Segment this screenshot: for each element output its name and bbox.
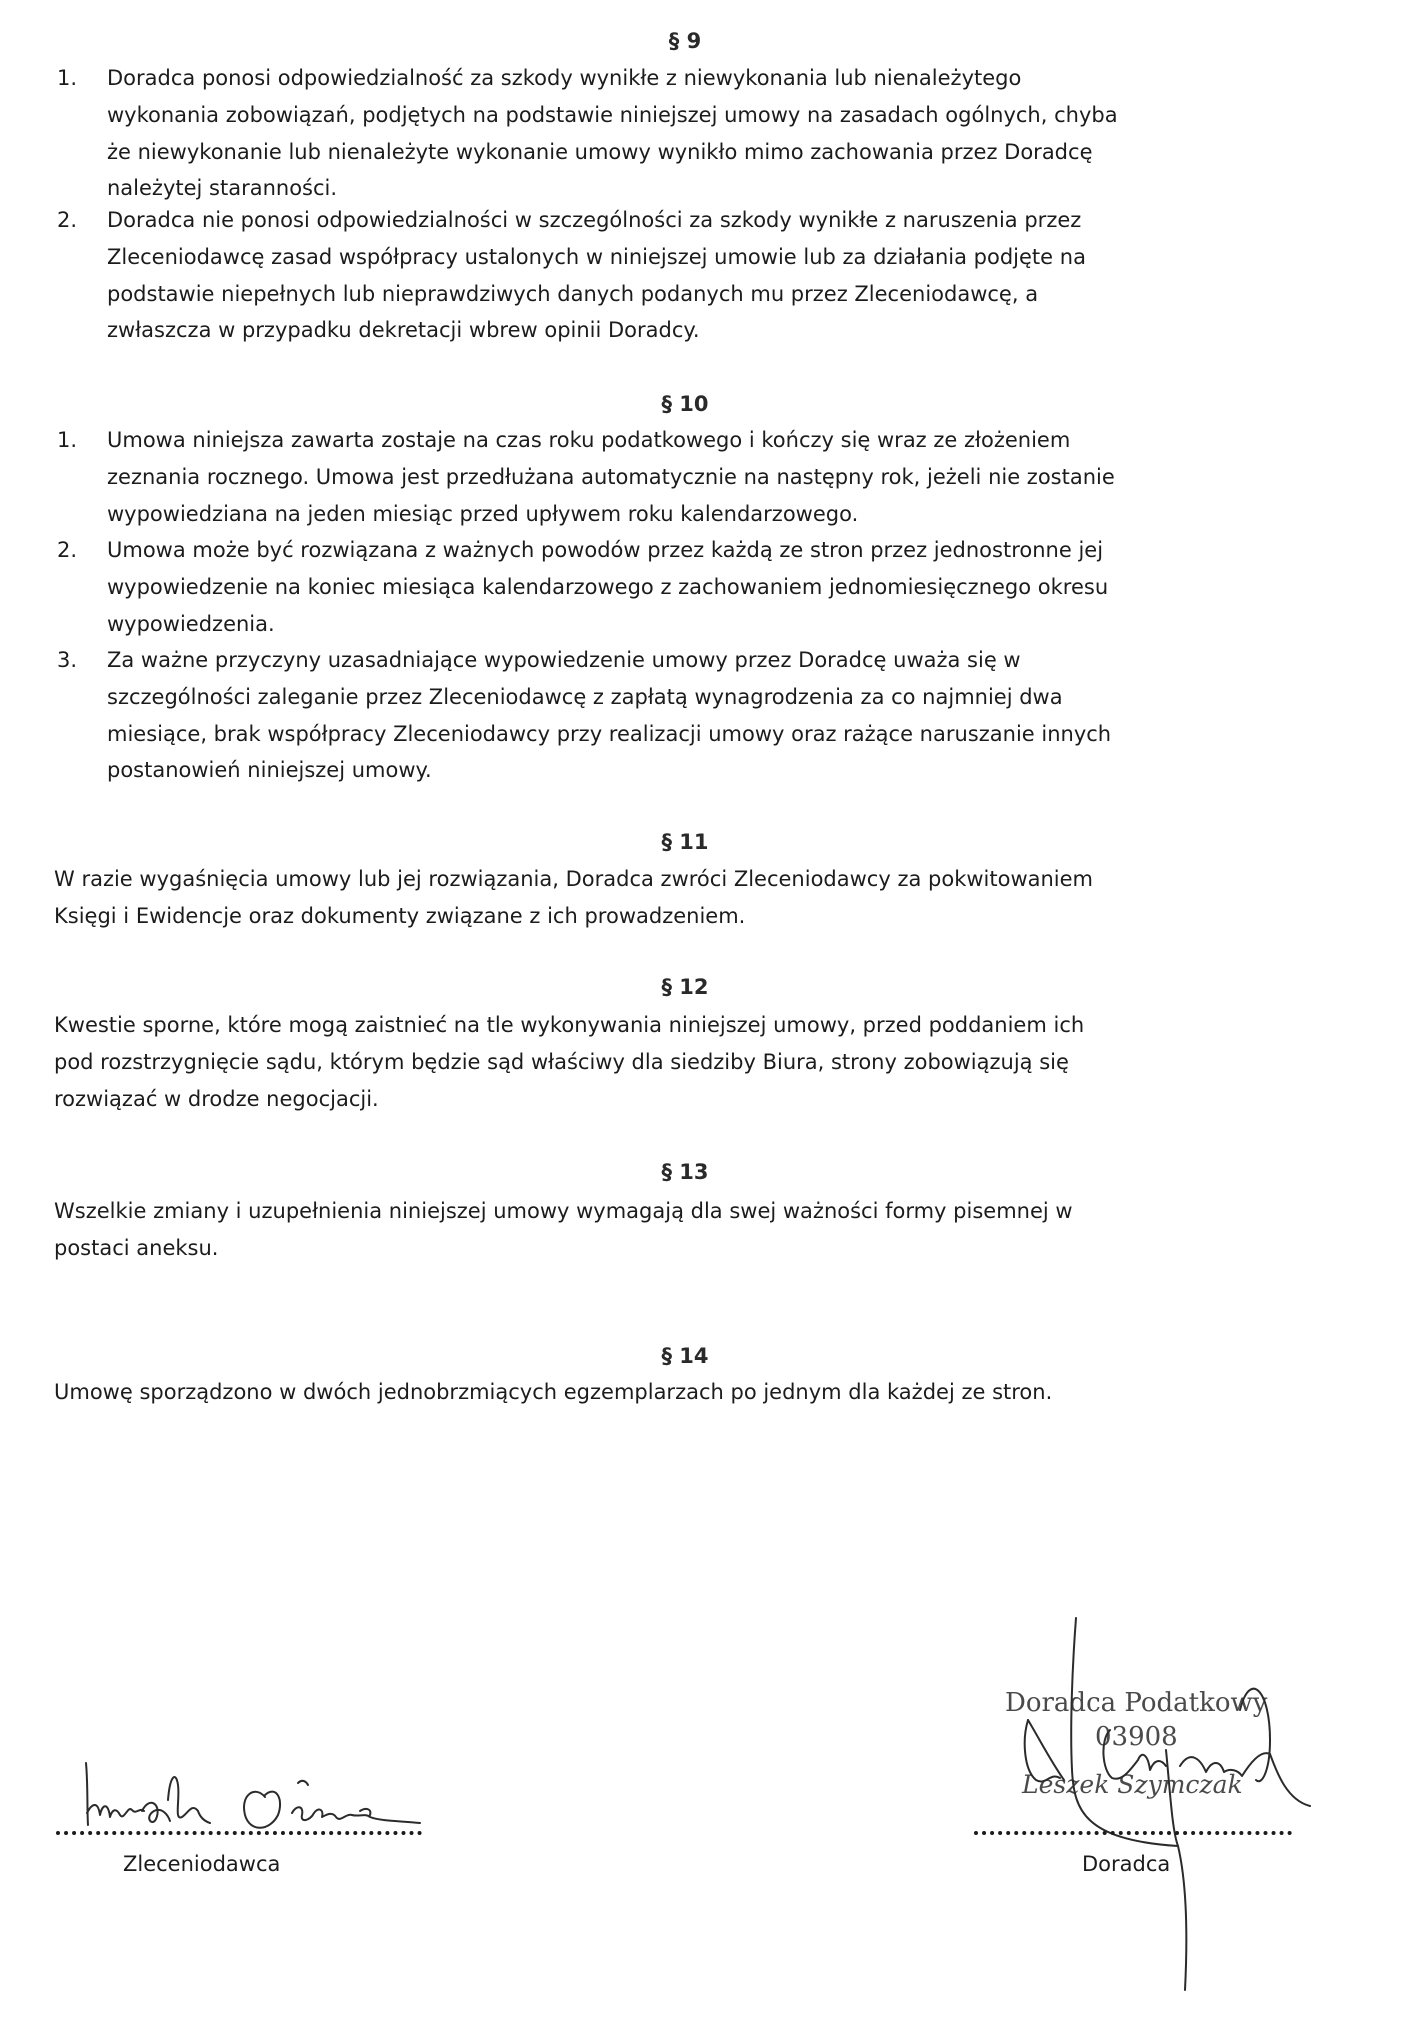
text-line: postaci aneksu. (54, 1235, 219, 1260)
section-12-heading: § 12 (661, 975, 709, 999)
handwritten-signature-icon (70, 1755, 440, 1855)
text-line: wykonania zobowiązań, podjętych na podstawie niniejszej umowy na zasadach ogólnych, chyba (107, 102, 1118, 127)
item-number: 2. (57, 538, 78, 562)
section-10-heading: § 10 (661, 392, 709, 416)
handwritten-signature-icon (1000, 1610, 1330, 2000)
text-line: wypowiedzenia. (107, 611, 275, 636)
text-line: Zleceniodawcę zasad współpracy ustalonych w niniejszej umowie lub za działania podjęte na (107, 244, 1086, 269)
item-number: 1. (57, 428, 78, 452)
text-line: postanowień niniejszej umowy. (107, 758, 432, 783)
text-line: Umowa niniejsza zawarta zostaje na czas roku podatkowego i kończy się wraz ze złożeniem (107, 428, 1071, 452)
section-11-text (54, 861, 1093, 935)
section-9-heading: § 9 (668, 29, 702, 53)
text-line: W razie wygaśnięcia umowy lub jej rozwiązania, Doradca zwróci Zleceniodawcy za pokwitowaniem (54, 867, 1094, 891)
text-line: zwłaszcza w przypadku dekretacji wbrew opinii Doradcy. (107, 318, 700, 343)
item-number: 2. (57, 208, 78, 232)
section-12-text (54, 1007, 1084, 1117)
text-line: Wszelkie zmiany i uzupełnienia niniejszej umowy wymagają dla swej ważności formy pisemnej w (54, 1199, 1073, 1223)
advisor-signature-label: Doradca (1082, 1852, 1171, 1876)
section-14-text (54, 1374, 1052, 1411)
section-11-heading: § 11 (661, 830, 709, 854)
text-line: Doradca ponosi odpowiedzialność za szkody wynikłe z niewykonania lub nienależytego (107, 66, 1022, 90)
text-line: Doradca nie ponosi odpowiedzialności w szczególności za szkody wynikłe z naruszenia przez (107, 208, 1082, 232)
text-line: miesiące, brak współpracy Zleceniodawcy przy realizacji umowy oraz rażące naruszanie innych (107, 721, 1112, 746)
text-line: szczególności zaleganie przez Zleceniodawcę z zapłatą wynagrodzenia za co najmniej dwa (107, 684, 1063, 709)
section-9-item-1 (57, 60, 1118, 207)
text-line: zeznania rocznego. Umowa jest przedłużana automatycznie na następny rok, jeżeli nie zostanie (107, 464, 1115, 489)
text-line: Umowa może być rozwiązana z ważnych powodów przez każdą ze stron przez jednostronne jej (107, 538, 1104, 562)
text-line: że niewykonanie lub nienależyte wykonanie umowy wynikło mimo zachowania przez Doradcę (107, 139, 1093, 164)
section-10-item-2 (57, 532, 1109, 642)
section-13-text (54, 1193, 1073, 1267)
text-line: Za ważne przyczyny uzasadniające wypowiedzenie umowy przez Doradcę uważa się w (107, 648, 1021, 672)
text-line: Księgi i Ewidencje oraz dokumenty związane z ich prowadzeniem. (54, 903, 746, 928)
section-13-heading: § 13 (661, 1160, 709, 1184)
text-line: wypowiedziana na jeden miesiąc przed upływem roku kalendarzowego. (107, 501, 859, 526)
advisor-signature-line (974, 1831, 1292, 1835)
stamp-number: 03908 (1095, 1722, 1178, 1752)
text-line: wypowiedzenie na koniec miesiąca kalendarzowego z zachowaniem jednomiesięcznego okresu (107, 574, 1109, 599)
stamp-title: Doradca Podatkowy (1005, 1688, 1268, 1718)
text-line: Kwestie sporne, które mogą zaistnieć na tle wykonywania niniejszej umowy, przed poddaniem ich (54, 1013, 1085, 1037)
client-signature-line (56, 1831, 422, 1835)
item-number: 1. (57, 66, 78, 90)
section-10-item-1 (57, 422, 1115, 532)
text-line: Umowę sporządzono w dwóch jednobrzmiących egzemplarzach po jednym dla każdej ze stron. (54, 1380, 1053, 1404)
stamp-name: Leszek Szymczak (1022, 1770, 1243, 1799)
section-9-item-2 (57, 202, 1086, 349)
text-line: należytej staranności. (107, 176, 338, 201)
text-line: pod rozstrzygnięcie sądu, którym będzie sąd właściwy dla siedziby Biura, strony zobowiązują się (54, 1049, 1069, 1074)
text-line: podstawie niepełnych lub nieprawdziwych danych podanych mu przez Zleceniodawcę, a (107, 281, 1039, 306)
section-10-item-3 (57, 642, 1112, 789)
text-line: rozwiązać w drodze negocjacji. (54, 1086, 379, 1111)
client-signature-label: Zleceniodawca (123, 1852, 281, 1876)
section-14-heading: § 14 (661, 1344, 709, 1368)
item-number: 3. (57, 648, 78, 672)
